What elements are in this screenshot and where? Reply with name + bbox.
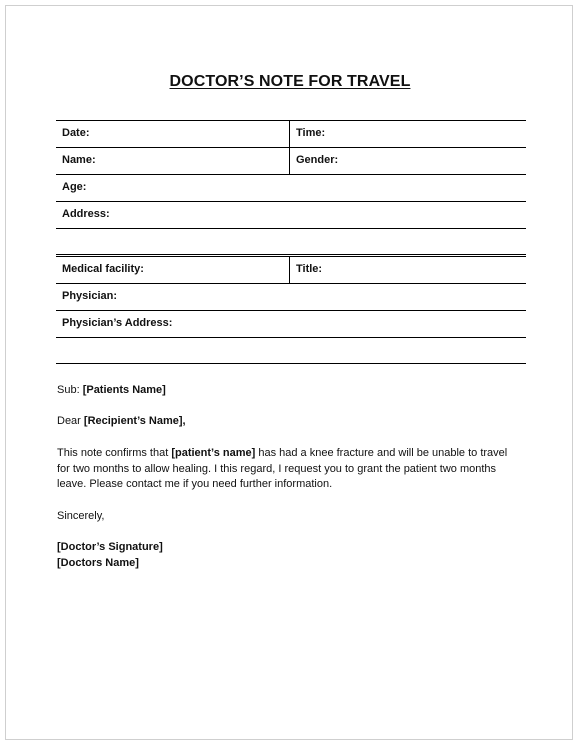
table-row: [56, 283, 526, 310]
patient-info-table: [56, 120, 526, 255]
recipient-name: [Recipient’s Name],: [83, 415, 186, 427]
name-field: Name:: [56, 148, 290, 174]
table-row: [56, 201, 526, 228]
physician-address-continuation: [56, 338, 526, 364]
table-row-blank: [56, 228, 526, 255]
subject-line: [57, 383, 523, 399]
salutation-prefix: Dear: [57, 415, 84, 427]
date-field: Date:: [56, 121, 290, 147]
doctor-name: [Doctors Name]: [57, 557, 139, 569]
address-continuation: [56, 229, 526, 255]
age-field: Age:: [62, 181, 87, 193]
page-border: [5, 5, 573, 740]
subject-value: [Patients Name]: [82, 384, 166, 396]
physician-info-table: [56, 256, 526, 364]
patient-name-placeholder: [patient’s name]: [171, 447, 256, 459]
letter-body: [57, 446, 523, 493]
letter-body-rest: has had a knee fracture and will be unable to travel for two months to allow healing. I this regard, I request you to grant the patient two months leave. Please contact me if you need further information.: [57, 447, 508, 490]
title-field: Title:: [296, 263, 323, 275]
table-row: [56, 120, 526, 147]
doctor-signature: [Doctor’s Signature]: [57, 541, 163, 553]
closing: Sincerely,: [57, 510, 105, 522]
letter-body-start: This note confirms that: [57, 447, 172, 459]
table-row: [56, 256, 526, 283]
physician-field: Physician:: [62, 290, 118, 302]
table-row: [56, 310, 526, 337]
gender-field: Gender:: [296, 154, 339, 166]
time-field: Time:: [296, 127, 326, 139]
address-field: Address:: [62, 208, 110, 220]
table-row: [56, 147, 526, 174]
document-title: DOCTOR’S NOTE FOR TRAVEL: [169, 73, 411, 90]
salutation: [57, 414, 523, 430]
subject-prefix: Sub:: [57, 384, 83, 396]
table-row: [56, 174, 526, 201]
physician-address-field: Physician’s Address:: [62, 317, 173, 329]
medical-facility-field: Medical facility:: [56, 257, 290, 283]
table-row-blank: [56, 337, 526, 364]
